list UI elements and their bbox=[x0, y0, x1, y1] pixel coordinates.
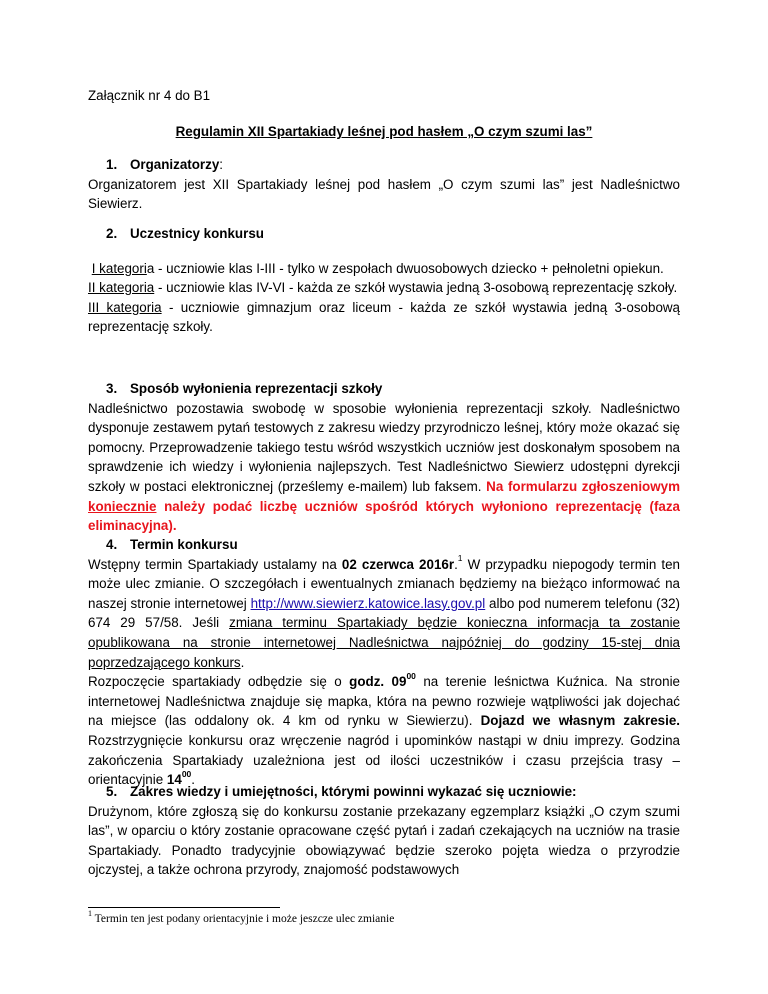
end-time-minutes: 00 bbox=[181, 768, 192, 779]
section-body: Organizatorem jest XII Spartakiady leśnej pod hasłem „O czym szumi las” jest Nadleśnictwo Siewierz. bbox=[88, 176, 680, 212]
category-1-label: I kategori bbox=[91, 260, 147, 276]
footnote-text: Termin ten jest podany orientacyjnie i może jeszcze ulec zmianie bbox=[92, 913, 395, 925]
section-number: 2. bbox=[106, 226, 118, 241]
own-transport-note: Dojazd we własnym zakresie. bbox=[480, 713, 680, 729]
body-text: Rozstrzygnięcie konkursu oraz wręczenie nagród i upominków nastąpi w dniu imprezy. Godzina zakończenia Spartakiady uzależniona jest od ilości uczestników i czasu przejścia trasy – orientacyjnie bbox=[88, 732, 680, 788]
footnote-ref[interactable]: 1 bbox=[457, 553, 463, 564]
heading-text: Sposób wyłonienia reprezentacji szkoły bbox=[130, 381, 383, 396]
section-body bbox=[88, 555, 680, 673]
section-heading bbox=[88, 379, 680, 399]
event-date: 02 czerwca 2016r bbox=[341, 556, 455, 572]
start-time bbox=[349, 670, 416, 690]
start-time-minutes: 00 bbox=[406, 670, 416, 681]
section-organizers bbox=[88, 155, 680, 214]
section-date bbox=[88, 535, 680, 790]
category-1-text: - uczniowie klas I-III - tylko w zespołach dwuosobowych dziecko + pełnoletni opiekun. bbox=[154, 260, 664, 276]
body-text: . bbox=[191, 772, 196, 788]
section-number: 3. bbox=[106, 381, 118, 396]
notice-emphasis: koniecznie bbox=[88, 498, 157, 514]
section-body-2 bbox=[88, 672, 680, 790]
body-text: Rozpoczęcie spartakiady odbędzie się o bbox=[88, 674, 350, 690]
body-text: W przypadku niepogody termin ten może ulec zmianie. O szczegółach i ewentualnych zmianach będziemy na bieżąco informować na naszej stronie internetowej bbox=[88, 556, 680, 611]
notice-part: Na formularzu zgłoszeniowym bbox=[486, 478, 681, 494]
section-knowledge bbox=[88, 782, 680, 880]
category-1 bbox=[88, 259, 680, 279]
footnote bbox=[88, 909, 395, 925]
body-text: na terenie leśnictwa Kuźnica. Na stronie internetowej Nadleśnictwa znajduje się mapka, która na pewno rozwieje wątpliwości jak dojechać na miejsce (las oddalony ok. 4 km od rynku w Siewierzu). bbox=[88, 674, 680, 729]
website-link[interactable]: http://www.siewierz.katowice.lasy.gov.pl bbox=[250, 595, 486, 611]
section-number: 4. bbox=[106, 537, 118, 552]
attachment-label: Załącznik nr 4 do B1 bbox=[88, 88, 211, 103]
category-2 bbox=[88, 278, 680, 298]
end-time-hour: 14 bbox=[166, 772, 182, 788]
heading-text: Termin konkursu bbox=[130, 537, 238, 552]
heading-text: Uczestnicy konkursu bbox=[130, 226, 264, 241]
body-text: albo pod numerem telefonu (32) 674 29 57/58. Jeśli bbox=[88, 595, 680, 631]
heading-text: Organizatorzy bbox=[130, 157, 220, 172]
date-change-notice: zmiana terminu Spartakiady będzie konieczna informacja ta zostanie opublikowana na stronie internetowej Nadleśnictwa najpóźniej do godziny 15-stej dnia poprzedzającego konkurs bbox=[88, 615, 680, 670]
start-time-hour: godz. 09 bbox=[349, 674, 407, 690]
body-text: Wstępny termin Spartakiady ustalamy na bbox=[88, 556, 342, 572]
heading-text: Zakres wiedzy i umiejętności, którymi powinni wykazać się uczniowie: bbox=[130, 784, 577, 799]
section-number: 1. bbox=[106, 157, 118, 172]
category-3-label: III kategoria bbox=[88, 299, 162, 315]
section-heading bbox=[88, 535, 680, 555]
category-3 bbox=[88, 298, 680, 337]
section-heading bbox=[88, 224, 680, 244]
category-1-label-end: a bbox=[146, 260, 155, 276]
section-heading bbox=[88, 782, 680, 802]
body-text: . bbox=[454, 556, 458, 572]
category-3-text: - uczniowie gimnazjum oraz liceum - każda ze szkół wystawia jedną 3-osobową reprezentację szkoły. bbox=[88, 299, 681, 335]
body-text: . bbox=[240, 654, 245, 670]
footnote-separator bbox=[88, 907, 280, 908]
section-heading bbox=[88, 155, 680, 175]
selection-text: Nadleśnictwo pozostawia swobodę w sposobie wyłonienia reprezentacji szkoły. Nadleśnictwo dysponuje zestawem pytań testowych z zakresu wiedzy przyrodniczo leśnej, który może okazać się pomocny. Przeprowadzenie takiego testu wśród wszystkich uczniów jest doskonałym sposobem na sprawdzenie ich wiedzy i wyłonienia najlepszych. Test Nadleśnictwo Siewierz udostępni dyrekcji szkoły w postaci elektronicznej (prześlemy e-mailem) lub faksem. bbox=[88, 400, 680, 494]
section-number: 5. bbox=[106, 784, 118, 799]
section-body: Drużynom, które zgłoszą się do konkursu zostanie przekazany egzemplarz książki „O czym szumi las”, w oparciu o który zostanie opracowane część pytań i zadań czekających na uczniów na trasie Spartakiady. Ponadto tradycyjnie obowiązywać będzie szeroko pojęta wiedza o przyrodzie ojczystej, a także ochrona przyrody, znajomość podstawowych bbox=[88, 803, 680, 878]
document-title: Regulamin XII Spartakiady leśnej pod hasłem „O czym szumi las” bbox=[175, 124, 593, 139]
section-body bbox=[88, 399, 680, 536]
section-participants bbox=[88, 224, 680, 337]
section-selection bbox=[88, 379, 680, 536]
heading-colon: : bbox=[219, 157, 224, 172]
footnote-number: 1 bbox=[88, 909, 92, 919]
notice-part: należy podać liczbę uczniów spośród których wyłoniono reprezentację (faza eliminacyjna). bbox=[88, 498, 680, 534]
category-2-label: II kategoria bbox=[88, 280, 155, 296]
category-2-text: - uczniowie klas IV-VI - każda ze szkół wystawia jedną 3-osobową reprezentację szkoły. bbox=[154, 280, 678, 296]
